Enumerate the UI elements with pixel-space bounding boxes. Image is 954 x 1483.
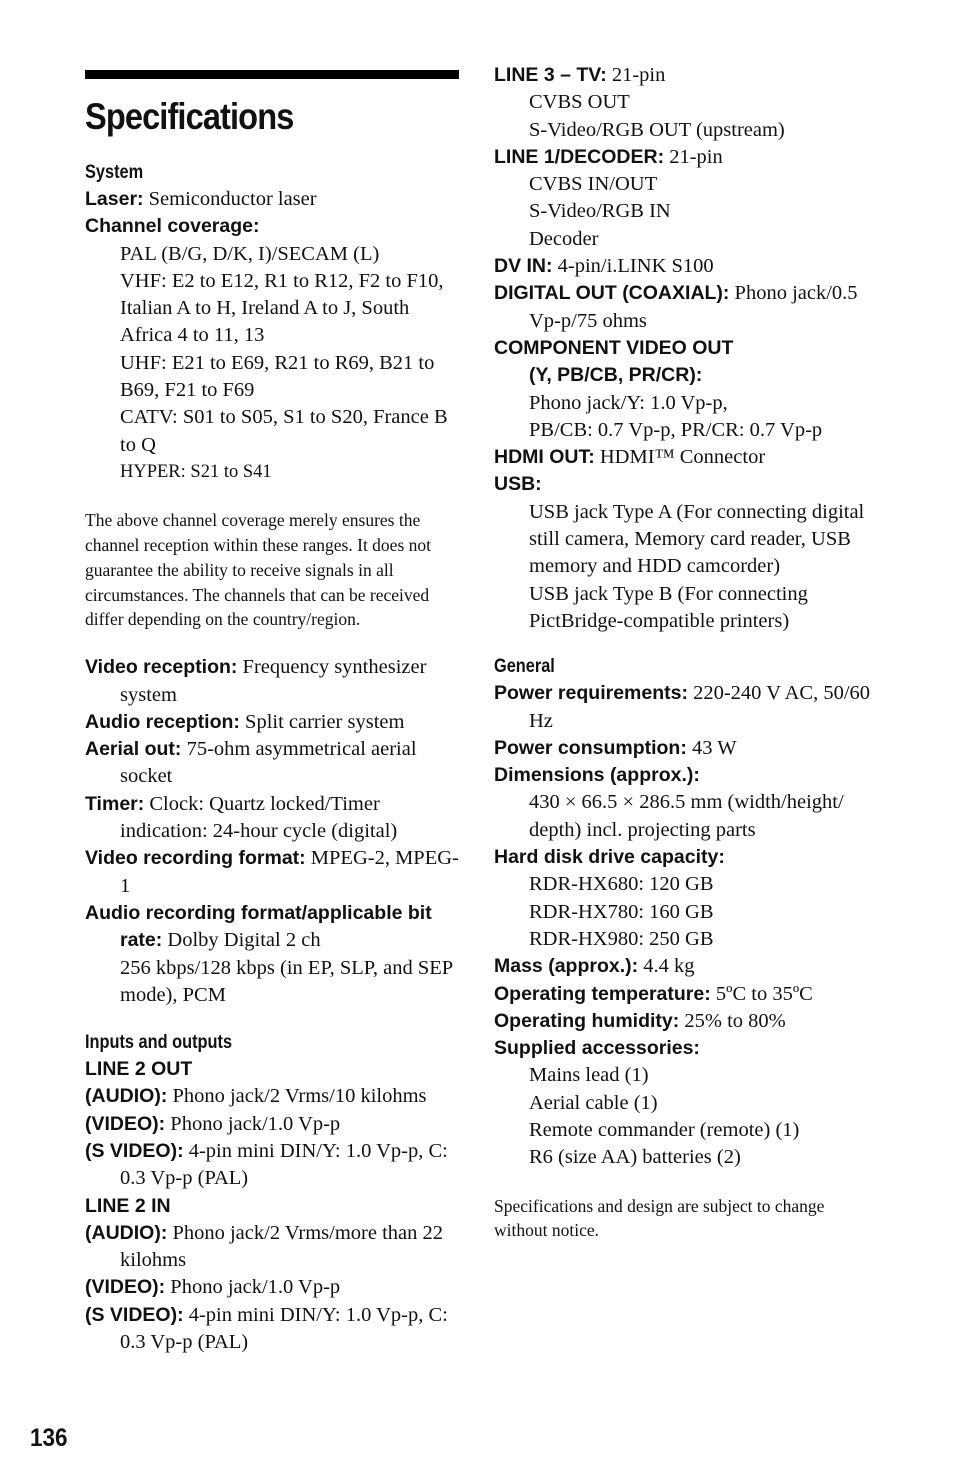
left-column — [85, 70, 460, 1356]
spec-line2in-video — [85, 1274, 460, 1301]
dimensions-value: 430 × 66.5 × 286.5 mm (width/height/ depth) incl. projecting parts — [529, 791, 844, 841]
spec-op-temp — [494, 981, 879, 1008]
channel-line: HYPER: S21 to S41 — [120, 461, 272, 482]
line1-sub: CVBS IN/OUT — [529, 173, 658, 196]
spec-line2in-svideo — [85, 1302, 460, 1357]
spec-value: 43 W — [686, 736, 737, 759]
spec-value: Phono jack/2 Vrms/more than 22 kilohms — [120, 1221, 444, 1272]
spec-component — [494, 335, 879, 362]
spec-line2out-video — [85, 1111, 460, 1138]
spec-hdmi — [494, 444, 879, 471]
channel-line: CATV: S01 to S05, S1 to S20, France B to Q — [120, 406, 448, 456]
spec-accessories — [494, 1035, 879, 1062]
spec-video-format — [85, 845, 460, 900]
spec-value: 21-pin — [664, 145, 723, 168]
spec-digital-out — [494, 280, 879, 335]
spec-label: (VIDEO): — [85, 1112, 166, 1135]
spec-op-humidity — [494, 1008, 879, 1035]
spec-line1 — [494, 144, 879, 171]
spec-line2out — [85, 1056, 460, 1083]
spec-value: Frequency synthesizer system — [120, 656, 427, 706]
spec-label: Aerial out: — [85, 738, 182, 761]
spec-label: Video reception: — [85, 656, 238, 679]
spec-label: DV IN: — [494, 255, 553, 278]
spec-label: COMPONENT VIDEO OUT — [494, 336, 734, 359]
spec-label: Dimensions (approx.): — [494, 764, 700, 787]
spec-label: Power consumption: — [494, 736, 687, 759]
spec-value: Semiconductor laser — [143, 188, 317, 210]
spec-value: Phono jack/1.0 Vp-p — [165, 1112, 341, 1135]
section-heading-general: General — [494, 656, 555, 678]
spec-label: LINE 2 IN — [85, 1194, 171, 1217]
spec-label: LINE 3 – TV: — [494, 64, 607, 86]
hdd-sub: RDR-HX780: 160 GB — [529, 900, 714, 923]
channel-line: PAL (B/G, D/K, I)/SECAM (L) — [120, 242, 380, 265]
usb-sub: USB jack Type B (For connecting PictBridge-compatible printers) — [529, 582, 808, 632]
spec-label: Timer: — [85, 792, 145, 815]
spec-value: Clock: Quartz locked/Timer indication: 24-hour cycle (digital) — [120, 792, 398, 843]
spec-value: Split carrier system — [239, 710, 405, 733]
spec-dvin — [494, 253, 879, 280]
spec-mass — [494, 953, 879, 980]
spec-label: Operating temperature: — [494, 982, 711, 1005]
spec-label: (VIDEO): — [85, 1276, 166, 1299]
accessory-item: Remote commander (remote) (1) — [529, 1118, 800, 1141]
spec-value: 25% to 80% — [679, 1009, 786, 1032]
spec-line2out-svideo — [85, 1138, 460, 1193]
spec-component-label-2 — [494, 362, 879, 389]
spec-label: LINE 1/DECODER: — [494, 145, 665, 168]
spec-power-cons — [494, 735, 879, 762]
spec-channel-coverage — [85, 213, 460, 240]
spec-label: (Y, PB/CB, PR/CR): — [529, 364, 703, 387]
footer-note: Specifications and design are subject to change without notice. — [494, 1195, 825, 1241]
component-sub: PB/CB: 0.7 Vp-p, PR/CR: 0.7 Vp-p — [529, 418, 823, 441]
spec-value: 220-240 V AC, 50/60 Hz — [529, 682, 871, 732]
spec-value: 4-pin mini DIN/Y: 1.0 Vp-p, C: 0.3 Vp-p (PAL) — [120, 1140, 448, 1190]
line3-sub: S-Video/RGB OUT (upstream) — [529, 118, 785, 141]
accessory-item: R6 (size AA) batteries (2) — [529, 1146, 741, 1169]
spec-label: DIGITAL OUT (COAXIAL): — [494, 282, 730, 305]
spec-label: Power requirements: — [494, 682, 688, 705]
line3-sub: CVBS OUT — [529, 91, 630, 114]
spec-label: (S VIDEO): — [85, 1140, 184, 1162]
spec-label: Laser: — [85, 188, 144, 210]
spec-video-reception — [85, 654, 460, 709]
component-sub: Phono jack/Y: 1.0 Vp-p, — [529, 391, 728, 414]
spec-label: Audio reception: — [85, 710, 240, 733]
spec-value: 4-pin/i.LINK S100 — [552, 255, 714, 278]
spec-laser — [85, 186, 460, 213]
section-heading-system: System — [85, 162, 144, 183]
spec-label: (S VIDEO): — [85, 1303, 184, 1326]
spec-hdd — [494, 844, 879, 871]
spec-value: 75-ohm asymmetrical aerial socket — [120, 738, 417, 788]
spec-value: MPEG-2, MPEG-1 — [120, 847, 459, 897]
spec-audio-format-extra: 256 kbps/128 kbps (in EP, SLP, and SEP mode), PCM — [120, 956, 453, 1006]
spec-label: HDMI OUT: — [494, 446, 595, 469]
line1-sub: S-Video/RGB IN — [529, 200, 671, 223]
spec-value: 5ºC to 35ºC — [710, 982, 813, 1005]
spec-label: Audio recording format/applicable bit rate: — [85, 901, 432, 952]
spec-value: Phono jack/2 Vrms/10 kilohms — [167, 1085, 427, 1108]
spec-label: (AUDIO): — [85, 1085, 168, 1108]
spec-audio-reception — [85, 709, 460, 736]
spec-line2in-audio — [85, 1220, 460, 1275]
spec-label: Supplied accessories: — [494, 1037, 700, 1060]
section-heading-io: Inputs and outputs — [85, 1032, 233, 1054]
spec-value: 4.4 kg — [638, 955, 695, 978]
accessory-item: Mains lead (1) — [529, 1064, 649, 1087]
spec-value: Phono jack/0.5 Vp-p/75 ohms — [529, 282, 858, 332]
hdd-sub: RDR-HX680: 120 GB — [529, 873, 714, 896]
spec-value: Dolby Digital 2 ch — [162, 929, 321, 952]
accessory-item: Aerial cable (1) — [529, 1091, 658, 1114]
hdd-sub: RDR-HX980: 250 GB — [529, 927, 714, 950]
spec-label: LINE 2 OUT — [85, 1058, 193, 1081]
spec-label: (AUDIO): — [85, 1221, 168, 1244]
spec-value: 4-pin mini DIN/Y: 1.0 Vp-p, C: 0.3 Vp-p (PAL) — [120, 1303, 448, 1354]
page-title: Specifications — [85, 96, 294, 137]
channel-line: UHF: E21 to E69, R21 to R69, B21 to B69, F21 to F69 — [120, 351, 435, 402]
channel-note: The above channel coverage merely ensures the channel reception within these ranges. It does not guarantee the ability to receive signals in all circumstances. The channels that can be received differ depending on the country/region. — [85, 510, 432, 630]
usb-sub: USB jack Type A (For connecting digital still camera, Memory card reader, USB memory and HDD camcorder) — [529, 500, 865, 578]
channel-line: VHF: E2 to E12, R1 to R12, F2 to F10, Italian A to H, Ireland A to J, South Africa 4 to 11, 13 — [120, 269, 444, 347]
spec-line2in — [85, 1193, 460, 1220]
spec-dimensions — [494, 762, 879, 789]
spec-value: HDMI™ Connector — [594, 446, 766, 469]
spec-aerial-out — [85, 736, 460, 791]
spec-label: Hard disk drive capacity: — [494, 846, 725, 869]
spec-label: Video recording format: — [85, 847, 306, 870]
title-rule — [85, 70, 459, 79]
line1-sub: Decoder — [529, 227, 599, 250]
spec-label: Channel coverage: — [85, 215, 260, 238]
spec-line2out-audio — [85, 1083, 460, 1110]
right-column — [494, 62, 879, 1243]
page-number: 136 — [30, 1424, 68, 1452]
spec-power-req — [494, 680, 879, 735]
spec-value: Phono jack/1.0 Vp-p — [165, 1276, 341, 1299]
spec-label: USB: — [494, 473, 542, 496]
spec-line3 — [494, 62, 879, 89]
spec-timer — [85, 791, 460, 846]
spec-audio-format — [85, 900, 460, 955]
spec-usb — [494, 471, 879, 498]
spec-label: Mass (approx.): — [494, 955, 639, 978]
spec-label: Operating humidity: — [494, 1009, 680, 1032]
spec-value: 21-pin — [606, 64, 666, 86]
